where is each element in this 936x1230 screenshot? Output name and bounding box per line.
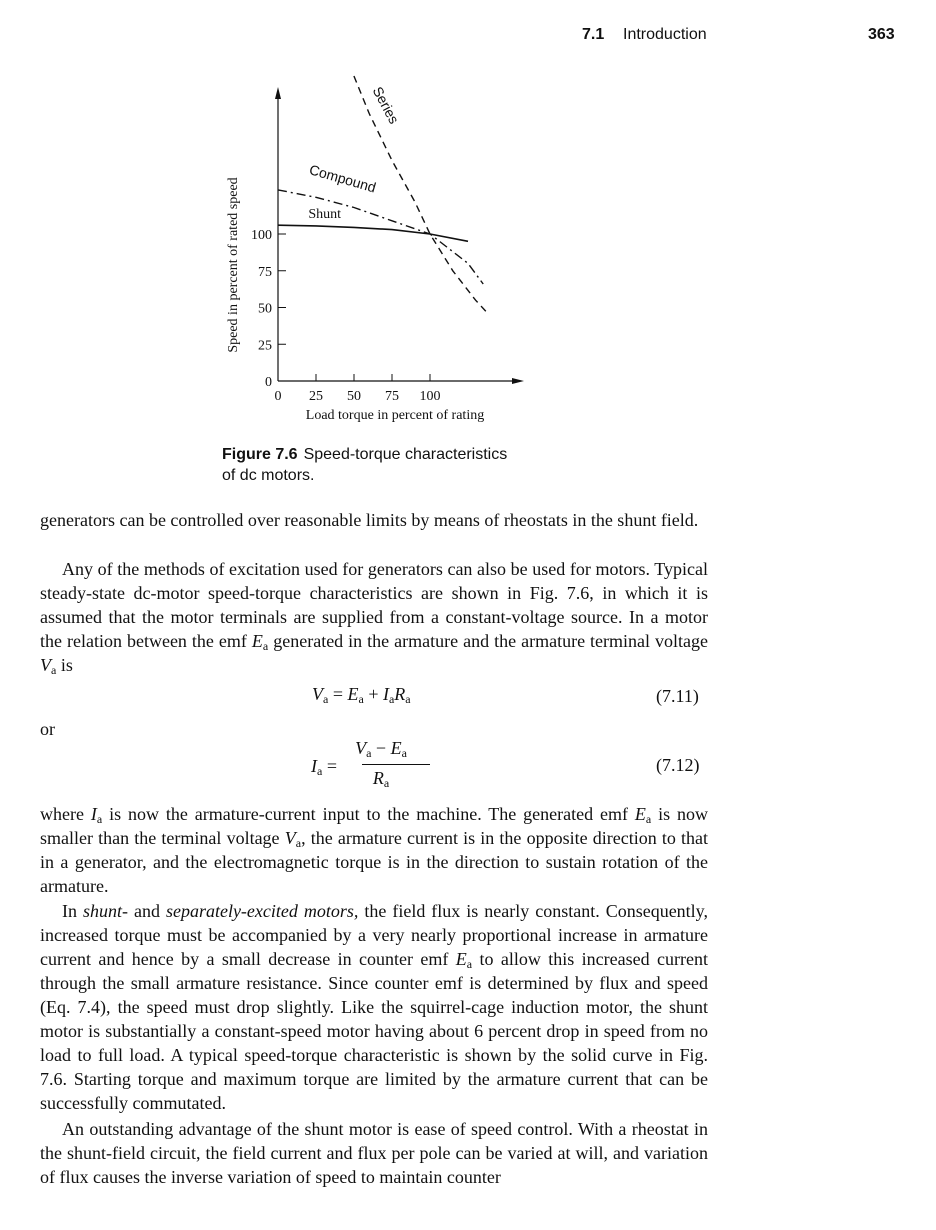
y-tick-label-25: 25 (258, 338, 272, 354)
or-word: or (40, 719, 55, 739)
x-tick-label-100: 100 (419, 389, 441, 404)
paragraph-4-d: to allow this increased current through the small armature resistance. Since counter emf is determined by flux and speed (Eq. 7.4), the speed must drop slightly. Like the squirrel-cage induction motor, the shunt motor is substantially a constant-speed motor having about 6 percent drop in speed from no load to full load. A typical speed-torque characteristic is shown by the solid curve in Fig. 7.6. Starting torque and maximum torque are limited by the armature current that can be successfully commutated. (40, 949, 708, 1113)
paragraph-1-text: generators can be controlled over reasonable limits by means of rheostats in the shunt field. (40, 510, 699, 530)
paragraph-2-text: Any of the methods of excitation used for generators can also be used for motors. Typical steady-state dc-motor speed-torque characteristics are shown in Fig. 7.6, in which it is assumed that the motor terminals are supplied from a constant-voltage source. In a motor the relation between the emf (40, 559, 708, 651)
paragraph-4: In shunt- and separately-excited motors, the field flux is nearly constant. Consequently, increased torque must be accompanied by a very nearly proportional increase in armature current and hence by a small decrease in counter emf $E_a$ to allow this increased current through the small armature resistance. Since counter emf is determined by flux and speed (Eq. 7.4), the speed must drop slightly. Like the squirrel-cage induction motor, the shunt motor is substantially a constant-speed motor having about 6 percent drop in speed from no load to full load. A typical speed-torque characteristic is shown by the solid curve in Fig. 7.6. Starting torque and maximum torque are limited by the armature current that can be successfully commutated. (40, 901, 709, 1113)
equation-7-11: $V_a = E_a + I_aR_a$ (312, 684, 411, 706)
section-number: 7.1 (582, 26, 605, 43)
y-tick-label-0: 0 (265, 375, 272, 390)
paragraph-4-italic-1: shunt- (82, 901, 128, 921)
x-tick-label-50: 50 (347, 389, 361, 404)
paragraph-5-text: An outstanding advantage of the shunt motor is ease of speed control. With a rheostat in the shunt-field circuit, the field current and flux per pole can be varied at will, and variation of flux causes the inverse variation of speed to maintain counter (40, 1119, 708, 1187)
y-tick-label-75: 75 (258, 264, 272, 280)
equation-7-12-lhs: $I_a$ = (311, 756, 337, 778)
paragraph-3: where $I_a$ is now the armature-current input to the machine. The generated emf $E_a$ is now smaller than the terminal voltage $V_a$, the armature current is in the opposite direction to that in a generator, and the electromagnetic torque is in the direction to sustain rotation of the armature. (40, 804, 709, 896)
figure-7-6 (210, 75, 550, 435)
equation-7-12-number: (7.12) (656, 755, 700, 775)
paragraph-3-a: where (40, 804, 84, 824)
figure-caption-number: Figure 7.6 (222, 446, 298, 463)
series-label-compound: Compound (307, 161, 378, 196)
figure-caption (222, 444, 522, 486)
paragraph-4-b: and (133, 901, 160, 921)
x-axis-label: Load torque in percent of rating (305, 408, 485, 423)
page-number: 363 (868, 26, 895, 43)
paragraph-4-italic-2: separately-excited motors, (165, 901, 359, 921)
paragraph-3-b: is now the armature-current input to the machine. The generated emf (109, 804, 628, 824)
series-label-series: Series (369, 83, 403, 127)
paragraph-1 (40, 508, 708, 532)
figure-caption-text: Speed-torque characteristics of dc motors. (222, 446, 508, 484)
paragraph-3-d: , the armature current is in the opposite direction to that in a generator, and the electromagnetic torque is in the direction to sustain rotation of the armature. (40, 828, 709, 896)
series-label-shunt: Shunt (308, 206, 342, 222)
x-tick-label-75: 75 (385, 389, 399, 404)
series-shunt-line (278, 225, 468, 241)
equation-7-12-numerator: $V_a - E_a$ (355, 738, 407, 760)
x-axis-arrow (512, 378, 524, 384)
y-tick-label-50: 50 (258, 301, 272, 317)
paragraph-2: Any of the methods of excitation used for generators can also be used for motors. Typical steady-state dc-motor speed-torque characteristics are shown in Fig. 7.6, in which it is assumed that the motor terminals are supplied from a constant-voltage source. In a motor the relation between the emf $E_a$ generated in the armature and the armature terminal voltage $V_a$ is (40, 559, 709, 677)
x-tick-label-0: 0 (274, 389, 282, 404)
section-title: Introduction (623, 26, 707, 43)
x-tick-label-25: 25 (309, 389, 323, 404)
equation-7-11-number: (7.11) (656, 686, 699, 706)
paragraph-5 (40, 1117, 708, 1189)
paragraph-4-a: In (62, 901, 77, 921)
paragraph-2-mid: generated in the armature and the armature terminal voltage (273, 631, 709, 651)
y-tick-label-100: 100 (251, 228, 272, 243)
paragraph-3-c: is now smaller than the terminal voltage (40, 804, 708, 848)
paragraph-4-c: the field flux is nearly constant. Consequently, increased torque must be accompanied by a very nearly proportional increase in armature current and hence by a small decrease in counter emf (40, 901, 709, 969)
y-axis-label: Speed in percent of rated speed (226, 177, 241, 353)
y-axis-arrow (275, 87, 281, 99)
running-head (0, 26, 936, 48)
paragraph-2-end: is (60, 655, 73, 675)
equation-7-12-denominator: $R_a$ (372, 768, 390, 790)
speed-torque-chart (210, 75, 550, 435)
equation-7-12-fraction-bar (362, 764, 430, 765)
